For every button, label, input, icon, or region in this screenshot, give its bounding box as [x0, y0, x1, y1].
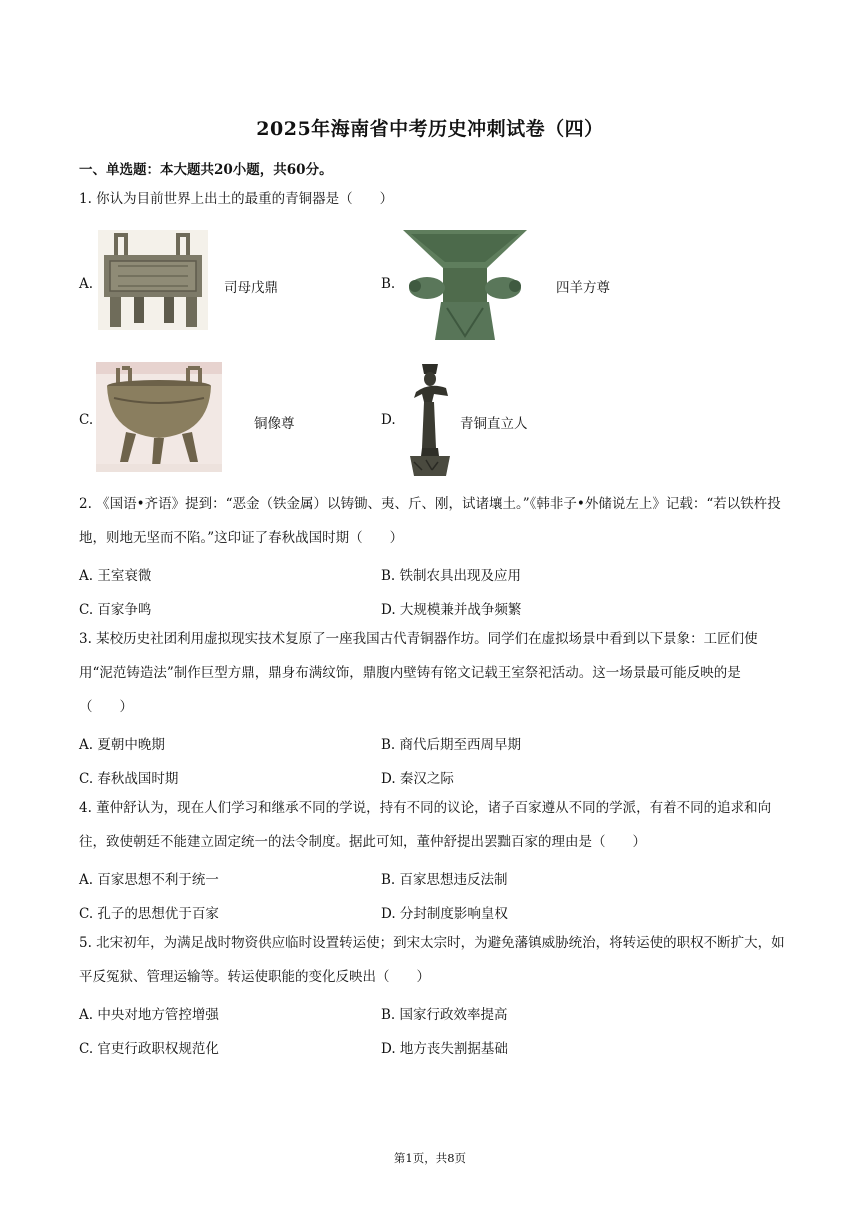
q2-option-b: B. 铁制农具出现及应用 — [381, 568, 522, 584]
q2-option-a: A. 王室衰微 — [79, 568, 152, 584]
q1-option-b-caption: 四羊方尊 — [556, 280, 610, 296]
q5-option-d: D. 地方丧失割据基础 — [381, 1041, 508, 1057]
question-3-stem: 3. 某校历史社团利用虚拟现实技术复原了一座我国古代青铜器作坊。同学们在虚拟场景中看到以下景象：工匠们使用“泥范铸造法”制作巨型方鼎，鼎身布满纹饰，鼎腹内壁铸有铭文记载王室祭祀活动。这一场景最可能反映的是（ ） — [79, 631, 758, 715]
q5-option-b: B. 国家行政效率提高 — [381, 1007, 508, 1023]
q4-option-d: D. 分封制度影响皇权 — [381, 906, 508, 922]
q1-option-d-caption: 青铜直立人 — [460, 416, 528, 432]
square-ding-icon — [98, 230, 208, 330]
q2-option-c: C. 百家争鸣 — [79, 602, 152, 618]
question-1-stem: 1. 你认为目前世界上出土的最重的青铜器是（ ） — [79, 191, 394, 207]
four-ram-zun-icon — [401, 228, 529, 342]
q1-option-b-letter: B. — [381, 276, 396, 292]
q4-option-c: C. 孔子的思想优于百家 — [79, 906, 219, 922]
q4-option-a: A. 百家思想不利于统一 — [79, 872, 219, 888]
question-2-stem: 2. 《国语•齐语》提到：“恶金（铁金属）以铸锄、夷、斤、刚，试诸壤土。”《韩非子•外储说左上》记载：“若以铁杵投地，则地无坚而不陷。”这印证了春秋战国时期（ ） — [79, 496, 781, 546]
section-heading: 一、单选题：本大题共20小题，共60分。 — [79, 162, 333, 178]
q5-option-c: C. 官吏行政职权规范化 — [79, 1041, 219, 1057]
q1-option-c-caption: 铜像尊 — [254, 416, 295, 432]
q4-option-b: B. 百家思想违反法制 — [381, 872, 508, 888]
q3-option-d: D. 秦汉之际 — [381, 771, 454, 787]
q3-option-a: A. 夏朝中晚期 — [79, 737, 165, 753]
q1-option-d-letter: D. — [381, 412, 396, 428]
bronze-standing-figure-icon — [402, 362, 458, 478]
q1-option-c-letter: C. — [79, 412, 94, 428]
round-ding-icon — [96, 362, 222, 472]
q3-option-b: B. 商代后期至西周早期 — [381, 737, 522, 753]
q3-option-c: C. 春秋战国时期 — [79, 771, 179, 787]
q1-option-a-caption: 司母戊鼎 — [224, 280, 278, 296]
q1-option-a-letter: A. — [79, 276, 94, 292]
question-5-stem: 5. 北宋初年，为满足战时物资供应临时设置转运使；到宋太宗时，为避免藩镇威胁统治，将转运使的职权不断扩大，如平反冤狱、管理运输等。转运使职能的变化反映出（ ） — [79, 935, 785, 985]
page-footer: 第1页，共8页 — [393, 1151, 467, 1165]
question-4-stem: 4. 董仲舒认为，现在人们学习和继承不同的学说，持有不同的议论，诸子百家遵从不同的学派，有着不同的追求和向往，致使朝廷不能建立固定统一的法令制度。据此可知，董仲舒提出罢黜百家的理由是（ ） — [79, 800, 772, 850]
page-title: 2025年海南省中考历史冲刺试卷（四） — [256, 118, 604, 140]
q2-option-d: D. 大规模兼并战争频繁 — [381, 602, 522, 618]
q5-option-a: A. 中央对地方管控增强 — [79, 1007, 219, 1023]
